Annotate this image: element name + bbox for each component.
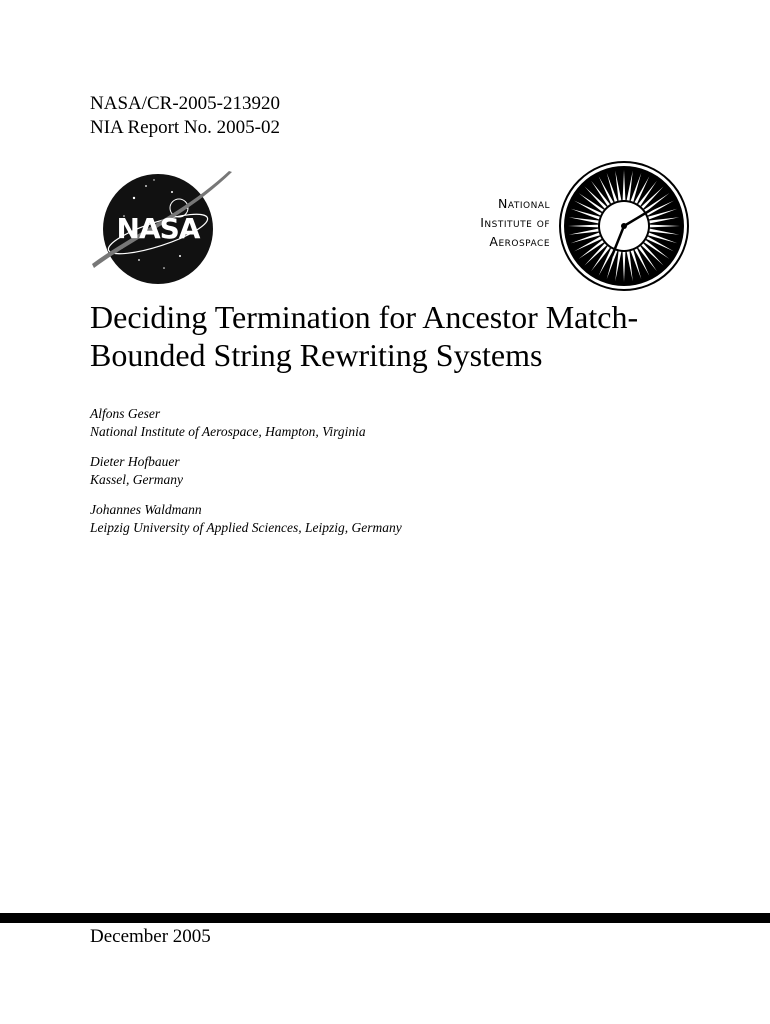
- nia-wordmark: National Institute of Aerospace: [480, 196, 550, 249]
- author-affiliation: National Institute of Aerospace, Hampton, Virginia: [90, 424, 366, 439]
- footer-rule: [0, 913, 770, 923]
- sunburst-seal-icon: [558, 160, 690, 292]
- author-name: Alfons Geser: [90, 406, 161, 421]
- author-entry: [90, 501, 402, 537]
- author-entry: [90, 453, 402, 489]
- document-title: [90, 298, 730, 374]
- report-number: NASA/CR-2005-213920: [90, 93, 281, 114]
- nia-logo: [420, 160, 690, 290]
- svg-text:NASA: NASA: [116, 212, 200, 245]
- nia-report-number: NIA Report No. 2005-02: [90, 117, 280, 138]
- report-identifiers: [90, 92, 280, 140]
- title-line-2: Bounded String Rewriting Systems: [90, 337, 543, 373]
- author-name: Dieter Hofbauer: [90, 454, 180, 469]
- author-entry: [90, 405, 402, 441]
- author-affiliation: Leipzig University of Applied Sciences, Leipzig, Germany: [90, 520, 402, 535]
- title-line-1: Deciding Termination for Ancestor Match-: [90, 299, 639, 335]
- author-list: [90, 405, 402, 549]
- nasa-logo-icon: [84, 168, 236, 290]
- publication-date: December 2005: [90, 926, 211, 947]
- author-affiliation: Kassel, Germany: [90, 472, 183, 487]
- author-name: Johannes Waldmann: [90, 502, 202, 517]
